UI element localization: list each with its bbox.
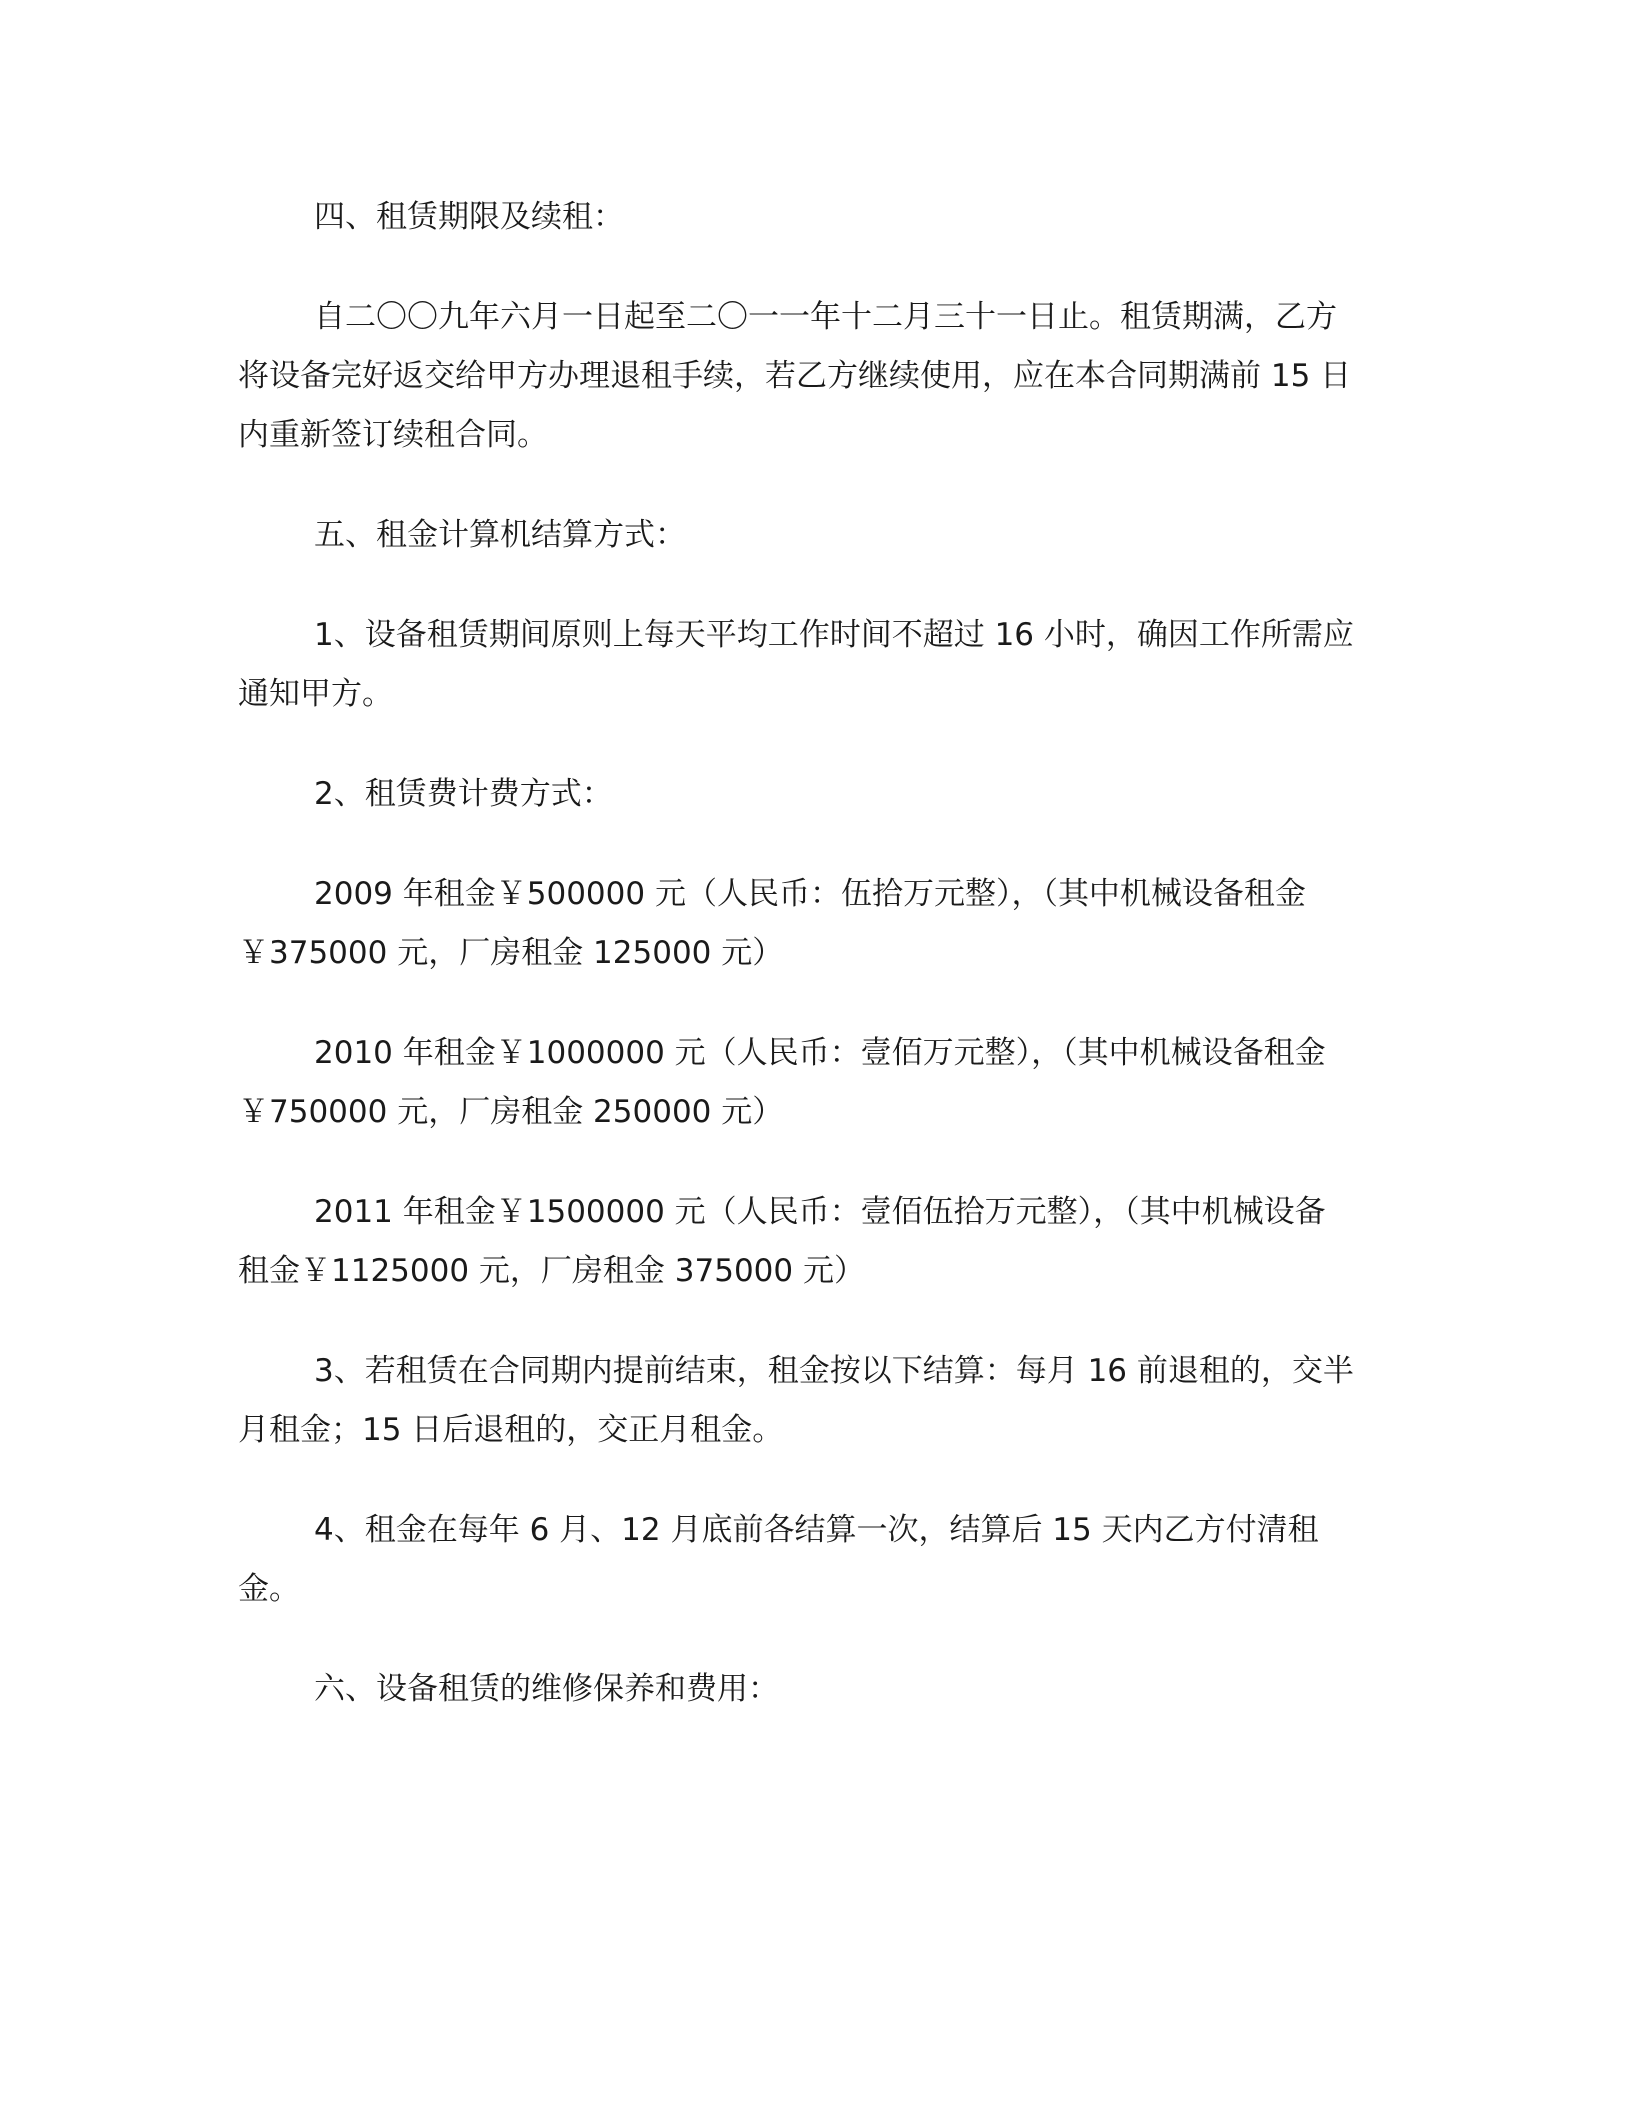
text-line: 五、租金计算机结算方式： <box>314 517 686 553</box>
text-line: 内重新签订续租合同。 <box>238 417 548 453</box>
text-line: 2011 年租金￥1500000 元（人民币：壹佰伍拾万元整），（其中机械设备 <box>314 1194 1326 1230</box>
text-line: 4、租金在每年 6 月、12 月底前各结算一次，结算后 15 天内乙方付清租 <box>314 1512 1319 1548</box>
text-line: 四、租赁期限及续租： <box>314 199 624 235</box>
paragraph-clause-4 <box>238 1501 1378 1619</box>
text-line: ￥750000 元，厂房租金 250000 元） <box>238 1094 784 1130</box>
text-line: 通知甲方。 <box>238 676 393 712</box>
text-line: ￥375000 元，厂房租金 125000 元） <box>238 935 784 971</box>
paragraph-clause-2 <box>238 765 1378 824</box>
text-line: 1、设备租赁期间原则上每天平均工作时间不超过 16 小时，确因工作所需应 <box>314 617 1354 653</box>
paragraph-rent-2010 <box>238 1024 1378 1142</box>
text-line: 将设备完好返交给甲方办理退租手续，若乙方继续使用，应在本合同期满前 15 日 <box>238 358 1352 394</box>
paragraph-clause-3 <box>238 1342 1378 1460</box>
text-line: 金。 <box>238 1571 300 1607</box>
text-line: 月租金；15 日后退租的，交正月租金。 <box>238 1412 784 1448</box>
section-heading-maintenance <box>238 1660 1378 1719</box>
paragraph-lease-period <box>238 288 1378 465</box>
text-line: 租金￥1125000 元，厂房租金 375000 元） <box>238 1253 865 1289</box>
section-heading-lease-term <box>238 188 1378 247</box>
text-line: 六、设备租赁的维修保养和费用： <box>314 1671 779 1707</box>
document-body <box>238 188 1378 1760</box>
text-line: 2009 年租金￥500000 元（人民币：伍拾万元整），（其中机械设备租金 <box>314 876 1306 912</box>
paragraph-rent-2011 <box>238 1183 1378 1301</box>
paragraph-clause-1 <box>238 606 1378 724</box>
section-heading-rent-calculation <box>238 506 1378 565</box>
text-line: 2、租赁费计费方式： <box>314 776 613 812</box>
text-line: 自二〇〇九年六月一日起至二〇一一年十二月三十一日止。租赁期满，乙方 <box>314 299 1337 335</box>
text-line: 2010 年租金￥1000000 元（人民币：壹佰万元整），（其中机械设备租金 <box>314 1035 1326 1071</box>
paragraph-rent-2009 <box>238 865 1378 983</box>
text-line: 3、若租赁在合同期内提前结束，租金按以下结算：每月 16 前退租的，交半 <box>314 1353 1354 1389</box>
